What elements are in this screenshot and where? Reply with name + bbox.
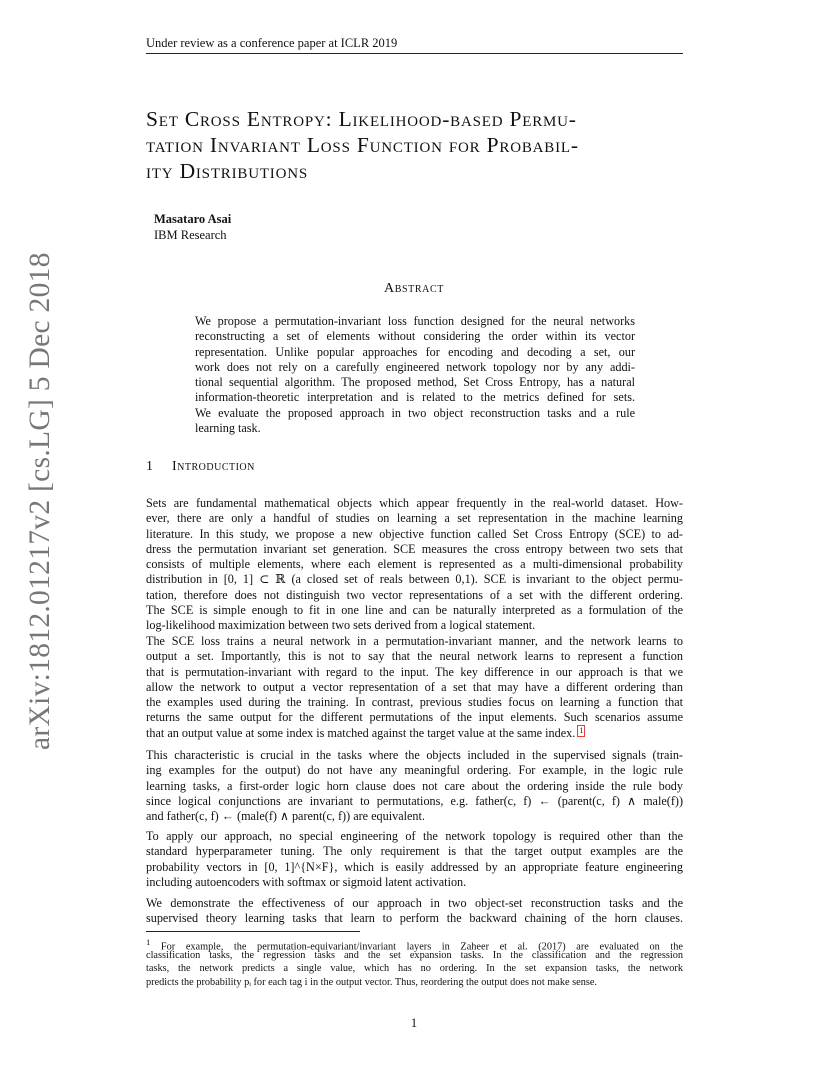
body-line: that is permutation-invariant with regard to the input. The key difference in our approach is that we (146, 664, 683, 679)
body-line: tation, therefore does not distinguish two vector representations of a set with the different ordering. (146, 587, 683, 602)
body-line: including autoencoders with softmax or sigmoid latent activation. (146, 874, 467, 889)
author-block (154, 211, 231, 243)
body-line-text: that an output value at some index is matched against the target value at the same index. (146, 725, 576, 740)
body-line: ing examples for the output) do not have any meaningful ordering. For example, in the logic rule (146, 763, 683, 778)
footnote-line: classification tasks, the regression tasks and the set expansion tasks. In the classification and the regression (146, 950, 683, 962)
body-line: Sets are fundamental mathematical objects which appear frequently in the real-world dataset. How- (146, 496, 683, 510)
footnote-line: tasks, the network predicts a single value, which has no ordering. In the set expansion tasks, the network (146, 963, 683, 975)
paragraph-1 (146, 496, 683, 634)
body-line: literature. In this study, we propose a new objective function called Set Cross Entropy (SCE) to ad- (146, 526, 683, 541)
body-line: consists of multiple elements, where each element is represented as a multi-dimensional probability (146, 557, 683, 572)
footnote-mark: 1 (146, 937, 151, 947)
title-line: tation Invariant Loss Function for Probabil- (146, 133, 579, 157)
page-number: 1 (410, 1016, 418, 1030)
paragraph-3 (146, 748, 683, 824)
abstract-line: tional sequential algorithm. The proposed method, Set Cross Entropy, has a natural (195, 375, 635, 390)
abstract-line: We evaluate the proposed approach in two object reconstruction tasks and a rule (195, 405, 635, 420)
paragraph-5 (146, 896, 683, 927)
abstract-line: work does not rely on a carefully engineered network topology nor by any addi- (195, 359, 635, 374)
footnote-line (146, 936, 683, 953)
paper-title (146, 106, 706, 184)
paragraph-2 (146, 634, 683, 741)
title-line: Set Cross Entropy: Likelihood-based Permu- (146, 107, 577, 131)
section-heading (146, 459, 255, 475)
body-line: This characteristic is crucial in the tasks where the objects included in the supervised signals (train- (146, 748, 683, 762)
section-title: Introduction (172, 459, 255, 474)
abstract-body (195, 314, 635, 436)
running-header: Under review as a conference paper at ICLR 2019 (146, 36, 398, 50)
body-line: allow the network to output a vector representation of a set that may have a different ordering than (146, 679, 683, 694)
section-number: 1 (146, 459, 153, 474)
body-line: To apply our approach, no special engineering of the network topology is required other than the (146, 829, 683, 843)
body-line: We demonstrate the effectiveness of our approach in two object-set reconstruction tasks and the (146, 896, 683, 910)
header-rule (146, 53, 683, 54)
body-line: learning tasks, a first-order logic horn clause does not care about the ordering inside the rule body (146, 778, 683, 793)
body-line: returns the same output for the different permutations of the input elements. Such scenarios assume (146, 710, 683, 725)
body-line: ever, there are only a handful of studies on learning a set representation in the machine learning (146, 511, 683, 526)
footnote-rule (146, 931, 360, 932)
body-line: The SCE is simple enough to fit in one line and can be naturally interpreted as a formulation of the (146, 603, 683, 618)
footnote (146, 936, 683, 989)
body-line: distribution in [0, 1] ⊂ ℝ (a closed set of reals between 0,1). SCE is invariant to the object permu- (146, 572, 683, 587)
footnote-line: predicts the probability pᵢ for each tag i in the output vector. Thus, reordering the output does not make sense. (146, 976, 598, 988)
abstract-line: reconstructing a set of elements without considering the order within its vector (195, 329, 635, 344)
abstract-line: We propose a permutation-invariant loss function designed for the neural networks (195, 314, 635, 328)
title-line: ity Distributions (146, 159, 308, 183)
body-line: and father(c, f) ← (male(f) ∧ parent(c, f)) are equivalent. (146, 809, 425, 824)
paragraph-4 (146, 829, 683, 890)
body-line: the examples used during the training. In contrast, previous studies focus on learning a function that (146, 695, 683, 710)
author-affiliation: IBM Research (154, 228, 227, 242)
abstract-line: information-theoretic interpretation and is related to the metrics defined for sets. (195, 390, 635, 405)
body-line: probability vectors in [0, 1]^{N×F}, which is easily addressed by an appropriate feature engineering (146, 859, 683, 874)
abstract-line: learning task. (195, 421, 261, 436)
footnote-line-text: For example, the permutation-equivariant/invariant layers in Zaheer et al. (2017) are evaluated on the (160, 941, 683, 953)
body-line: The SCE loss trains a neural network in a permutation-invariant manner, and the network learns to (146, 634, 683, 648)
body-line: since logical conjunctions are invariant to permutations, e.g. father(c, f) ← (parent(c, f) ∧ male(f)) (146, 793, 683, 808)
body-line (146, 726, 683, 741)
abstract-heading: Abstract (384, 281, 444, 296)
body-line: supervised theory learning tasks that learn to perform the backward chaining of the horn clauses. (146, 911, 683, 926)
body-line: dress the permutation invariant set generation. SCE measures the cross entropy between two sets that (146, 541, 683, 556)
arxiv-stamp: arXiv:1812.01217v2 [cs.LG] 5 Dec 2018 (24, 252, 56, 750)
author-name: Masataro Asai (154, 212, 232, 226)
body-line: log-likelihood maximization between two sets derived from a logical statement. (146, 618, 536, 633)
abstract-line: representation. Unlike popular approaches for encoding and decoding a set, our (195, 344, 635, 359)
body-line: standard hyperparameter tuning. The only requirement is that the target output examples are the (146, 844, 683, 859)
body-line: output a set. Importantly, this is not to say that the neural network learns to represent a function (146, 649, 683, 664)
footnote-ref-link[interactable]: 1 (579, 725, 584, 735)
